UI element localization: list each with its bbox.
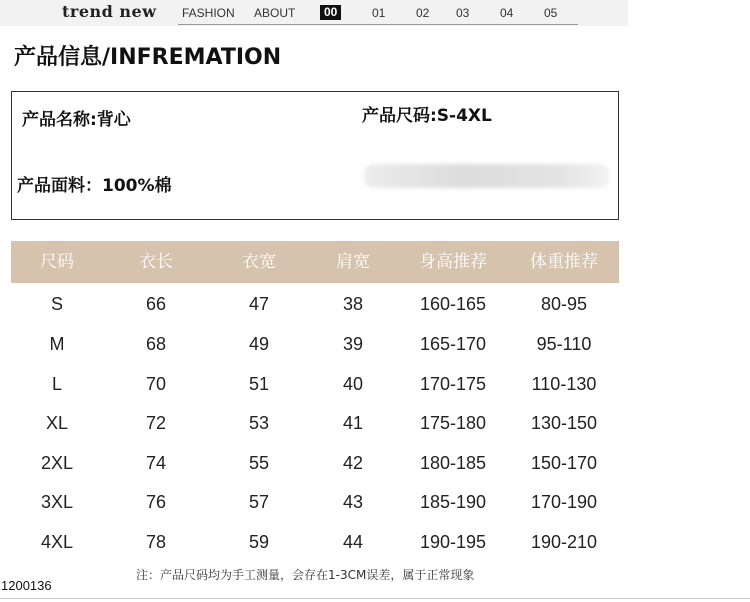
size-table-header (11, 241, 619, 283)
header-weight-rec: 体重推荐 (530, 252, 598, 272)
cell-height: 165-170 (419, 334, 487, 354)
cell-weight: 95-110 (536, 334, 592, 354)
cell-size: 2XL (40, 453, 74, 473)
cell-shoulder: 38 (342, 294, 364, 314)
cell-size: M (49, 334, 65, 354)
brand-logo: trend new (62, 2, 157, 21)
cell-size: 3XL (40, 492, 74, 512)
table-row (11, 522, 619, 562)
section-title: 产品信息/INFREMATION (14, 45, 282, 70)
header-width: 衣宽 (242, 252, 276, 272)
cell-weight: 190-210 (530, 532, 598, 552)
table-row (11, 284, 619, 324)
cell-height: 175-180 (419, 413, 487, 433)
cell-length: 74 (145, 453, 167, 473)
product-size-range: 产品尺码:S-4XL (362, 106, 492, 126)
cell-shoulder: 43 (342, 492, 364, 512)
cell-weight: 110-130 (531, 374, 597, 394)
cell-weight: 130-150 (530, 413, 598, 433)
table-row (11, 324, 619, 364)
cell-height: 190-195 (419, 532, 487, 552)
nav-00[interactable]: 00 (320, 5, 341, 20)
cell-width: 53 (248, 413, 270, 433)
cell-width: 51 (248, 374, 270, 394)
table-row (11, 364, 619, 404)
header-shoulder: 肩宽 (336, 252, 370, 272)
cell-shoulder: 42 (342, 453, 364, 473)
table-row (11, 482, 619, 522)
header-height-rec: 身高推荐 (419, 252, 487, 272)
cell-height: 185-190 (419, 492, 487, 512)
nav-about[interactable]: ABOUT (254, 6, 296, 20)
product-fabric: 产品面料：100%棉 (17, 176, 172, 196)
cell-length: 70 (145, 374, 167, 394)
nav-05[interactable]: 05 (544, 6, 558, 20)
cell-length: 72 (145, 413, 167, 433)
table-row (11, 403, 619, 443)
cell-shoulder: 41 (342, 413, 364, 433)
product-name: 产品名称:背心 (22, 110, 131, 130)
measurement-note: 注：产品尺码均为手工测量，会存在1-3CM误差，属于正常现象 (136, 568, 475, 582)
cell-width: 55 (248, 453, 270, 473)
cell-size: XL (45, 413, 69, 433)
cell-size: L (51, 374, 62, 394)
nav-fashion[interactable]: FASHION (182, 6, 235, 20)
cell-length: 76 (145, 492, 167, 512)
cell-height: 160-165 (419, 294, 487, 314)
nav-01[interactable]: 01 (372, 6, 386, 20)
cell-shoulder: 40 (342, 374, 364, 394)
cell-shoulder: 39 (342, 334, 364, 354)
nav-04[interactable]: 04 (500, 6, 514, 20)
table-row (11, 443, 619, 483)
nav-bar (178, 0, 578, 25)
nav-02[interactable]: 02 (416, 6, 430, 20)
cell-weight: 80-95 (540, 294, 588, 314)
top-bar (0, 0, 628, 26)
nav-03[interactable]: 03 (456, 6, 470, 20)
product-id: 1200136 (1, 578, 52, 593)
cell-length: 78 (145, 532, 167, 552)
cell-size: 4XL (40, 532, 74, 552)
bottom-divider (0, 598, 750, 599)
cell-weight: 170-190 (530, 492, 598, 512)
cell-width: 59 (248, 532, 270, 552)
cell-length: 66 (145, 294, 167, 314)
cell-size: S (50, 294, 63, 314)
cell-width: 47 (248, 294, 270, 314)
cell-height: 180-185 (419, 453, 487, 473)
cell-shoulder: 44 (342, 532, 364, 552)
cell-width: 57 (248, 492, 270, 512)
cell-length: 68 (145, 334, 167, 354)
header-length: 衣长 (139, 252, 173, 272)
cell-weight: 150-170 (530, 453, 598, 473)
blurred-region (364, 164, 610, 188)
cell-height: 170-175 (419, 374, 487, 394)
cell-width: 49 (248, 334, 270, 354)
product-info-box (11, 91, 619, 220)
header-size: 尺码 (40, 252, 74, 272)
